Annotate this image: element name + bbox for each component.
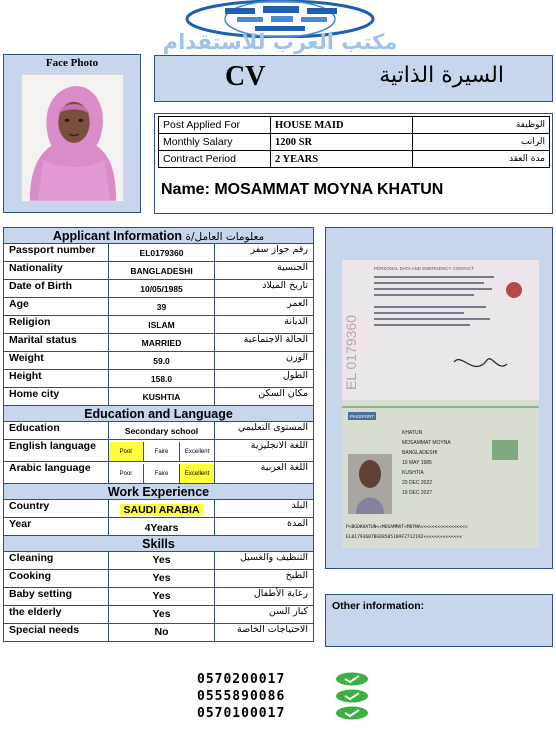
language-row — [4, 440, 314, 462]
whatsapp-icon[interactable] — [335, 706, 369, 720]
info-label-arabic: الجنسية — [215, 262, 314, 280]
language-level-group — [108, 462, 215, 484]
info-row — [4, 352, 314, 370]
skill-label: Special needs — [4, 624, 109, 642]
language-row — [4, 462, 314, 484]
info-label-arabic: الحالة الاجتماعية — [215, 334, 314, 352]
cv-title: CV — [225, 61, 266, 92]
phone-number[interactable]: 0555890086 — [197, 688, 286, 704]
info-label-arabic: الوزن — [215, 352, 314, 370]
info-value: MARRIED — [108, 334, 215, 352]
passport-city: KUSHTIA — [402, 470, 424, 476]
passport-type: PASSPORT — [350, 414, 375, 419]
skill-value: Yes — [108, 552, 215, 570]
info-row — [4, 262, 314, 280]
info-label: Nationality — [4, 262, 109, 280]
passport-nationality: BANGLADESHI — [402, 450, 438, 456]
info-label: Home city — [4, 388, 109, 406]
info-row — [4, 316, 314, 334]
level-option: Faire — [143, 442, 179, 461]
info-row — [4, 370, 314, 388]
contact-phones — [197, 671, 369, 722]
info-label: Height — [4, 370, 109, 388]
other-information-label: Other information: — [332, 600, 425, 612]
passport-scan-panel — [325, 227, 553, 569]
info-label-arabic: الطول — [215, 370, 314, 388]
info-row — [4, 244, 314, 262]
skill-label-arabic: التنظيف والغسيل — [215, 552, 314, 570]
phone-number[interactable]: 0570200017 — [197, 671, 286, 687]
job-row — [159, 151, 550, 168]
info-value: BANGLADESHI — [108, 262, 215, 280]
phone-row — [197, 688, 369, 704]
language-label-arabic: اللغة العربية — [215, 462, 314, 484]
skill-value: Yes — [108, 570, 215, 588]
job-label-arabic: مدة العقد — [413, 151, 550, 168]
info-label-arabic: المدة — [215, 518, 314, 536]
info-label-arabic: البلد — [215, 500, 314, 518]
whatsapp-icon[interactable] — [335, 689, 369, 703]
info-row — [4, 570, 314, 588]
level-option: Poor — [119, 470, 133, 477]
cv-banner — [154, 55, 553, 102]
info-value: KUSHTIA — [108, 388, 215, 406]
skill-value: Yes — [108, 588, 215, 606]
language-label: Arabic language — [4, 462, 109, 484]
applicant-name: Name: MOSAMMAT MOYNA KHATUN — [161, 181, 444, 198]
info-label: Age — [4, 298, 109, 316]
skill-label-arabic: الطبخ — [215, 570, 314, 588]
job-row — [159, 134, 550, 151]
info-row — [4, 334, 314, 352]
job-label: Post Applied For — [159, 117, 271, 134]
info-row — [4, 606, 314, 624]
info-value: 59.0 — [108, 352, 215, 370]
language-label: English language — [4, 440, 109, 462]
language-level-group — [108, 440, 215, 462]
passport-scan — [342, 260, 539, 548]
job-value: 1200 SR — [271, 134, 413, 151]
info-row — [4, 298, 314, 316]
level-option-selected: Excellent — [179, 464, 215, 483]
face-photo-panel — [3, 54, 141, 213]
emblem-icon — [506, 282, 522, 298]
job-details-panel — [154, 113, 553, 214]
info-label: Marital status — [4, 334, 109, 352]
section-header-education: Education and Language — [4, 406, 314, 422]
passport-issue: 20 DEC 2022 — [402, 480, 433, 486]
face-photo-label: Face Photo — [45, 57, 99, 69]
job-value: 2 YEARS — [271, 151, 413, 168]
info-value: 158.0 — [108, 370, 215, 388]
info-row — [4, 388, 314, 406]
skill-value: Yes — [108, 606, 215, 624]
other-information-panel — [325, 594, 553, 647]
info-label-arabic: الديانة — [215, 316, 314, 334]
info-label: Weight — [4, 352, 109, 370]
section-title: Applicant Information — [52, 228, 183, 243]
phone-row — [197, 671, 369, 687]
info-label-arabic: تاريخ الميلاد — [215, 280, 314, 298]
job-value: HOUSE MAID — [271, 117, 413, 134]
info-value: 10/05/1985 — [108, 280, 215, 298]
passport-mrz-line2: EL01793607BGD8505109F2712192<<<<<<<<<<<<<< — [346, 535, 463, 540]
skill-label-arabic: رعاية الأطفال — [215, 588, 314, 606]
job-label: Contract Period — [159, 151, 271, 168]
info-value — [108, 500, 215, 518]
passport-number-vertical: EL 0179360 — [343, 315, 359, 390]
face-photo — [21, 74, 124, 202]
applicant-info-table — [3, 227, 314, 642]
section-title-arabic: معلومات العامل/ة — [185, 230, 265, 243]
passport-mrz-line1: P<BGDKHATUN<<MOSAMMAT<MOYNA<<<<<<<<<<<<<<<<< — [346, 525, 468, 530]
section-header-applicant — [4, 228, 314, 244]
info-label: Year — [4, 518, 109, 536]
whatsapp-icon[interactable] — [335, 672, 369, 686]
info-row — [4, 518, 314, 536]
info-row — [4, 500, 314, 518]
info-row — [4, 280, 314, 298]
skill-label: Baby setting — [4, 588, 109, 606]
job-label-arabic: الراتب — [413, 134, 550, 151]
agency-logo — [70, 0, 490, 52]
level-option-selected: Poor — [109, 442, 144, 461]
info-value: 4Years — [108, 518, 215, 536]
info-label-arabic: المستوى التعليمي — [215, 422, 314, 440]
info-label-arabic: العمر — [215, 298, 314, 316]
level-option: Faire — [143, 464, 179, 483]
job-label-arabic: الوظيفة — [413, 117, 550, 134]
info-label-arabic: مكان السكن — [215, 388, 314, 406]
info-row — [4, 624, 314, 642]
info-label: Passport number — [4, 244, 109, 262]
skill-label: Cooking — [4, 570, 109, 588]
language-label-arabic: اللغة الانجليزية — [215, 440, 314, 462]
job-row — [159, 117, 550, 134]
skill-value: No — [108, 624, 215, 642]
country-value: SAUDI ARABIA — [120, 504, 204, 516]
info-label-arabic: رقم جواز سفر — [215, 244, 314, 262]
skill-label-arabic: الاحتياجات الخاصة — [215, 624, 314, 642]
phone-number[interactable]: 0570100017 — [197, 705, 286, 721]
info-row — [4, 588, 314, 606]
skill-label: Cleaning — [4, 552, 109, 570]
skill-label: the elderly — [4, 606, 109, 624]
section-header-skills: Skills — [4, 536, 314, 552]
info-label: Education — [4, 422, 109, 440]
job-details-table — [158, 116, 550, 168]
agency-name: مكتب العرب للاستقدام — [162, 30, 398, 54]
info-label: Country — [4, 500, 109, 518]
info-value: ISLAM — [108, 316, 215, 334]
passport-dob: 10 MAY 1985 — [402, 460, 432, 466]
info-label: Religion — [4, 316, 109, 334]
cv-title-arabic: السيرة الذاتية — [379, 63, 504, 88]
level-option: Excellent — [179, 442, 215, 461]
info-value: EL0179360 — [108, 244, 215, 262]
info-row — [4, 552, 314, 570]
passport-given-name: MOSAMMAT MOYNA — [402, 440, 451, 446]
passport-surname: KHATUN — [402, 430, 423, 436]
job-label: Monthly Salary — [159, 134, 271, 151]
section-header-experience: Work Experience — [4, 484, 314, 500]
hologram — [492, 440, 518, 460]
info-row — [4, 422, 314, 440]
passport-expiry: 19 DEC 2027 — [402, 490, 433, 496]
phone-row — [197, 705, 369, 721]
info-value: 39 — [108, 298, 215, 316]
passport-header: PERSONAL DATA AND EMERGENCY CONTACT — [374, 266, 475, 271]
skill-label-arabic: كبار السن — [215, 606, 314, 624]
info-label: Date of Birth — [4, 280, 109, 298]
info-value: Secondary school — [108, 422, 215, 440]
